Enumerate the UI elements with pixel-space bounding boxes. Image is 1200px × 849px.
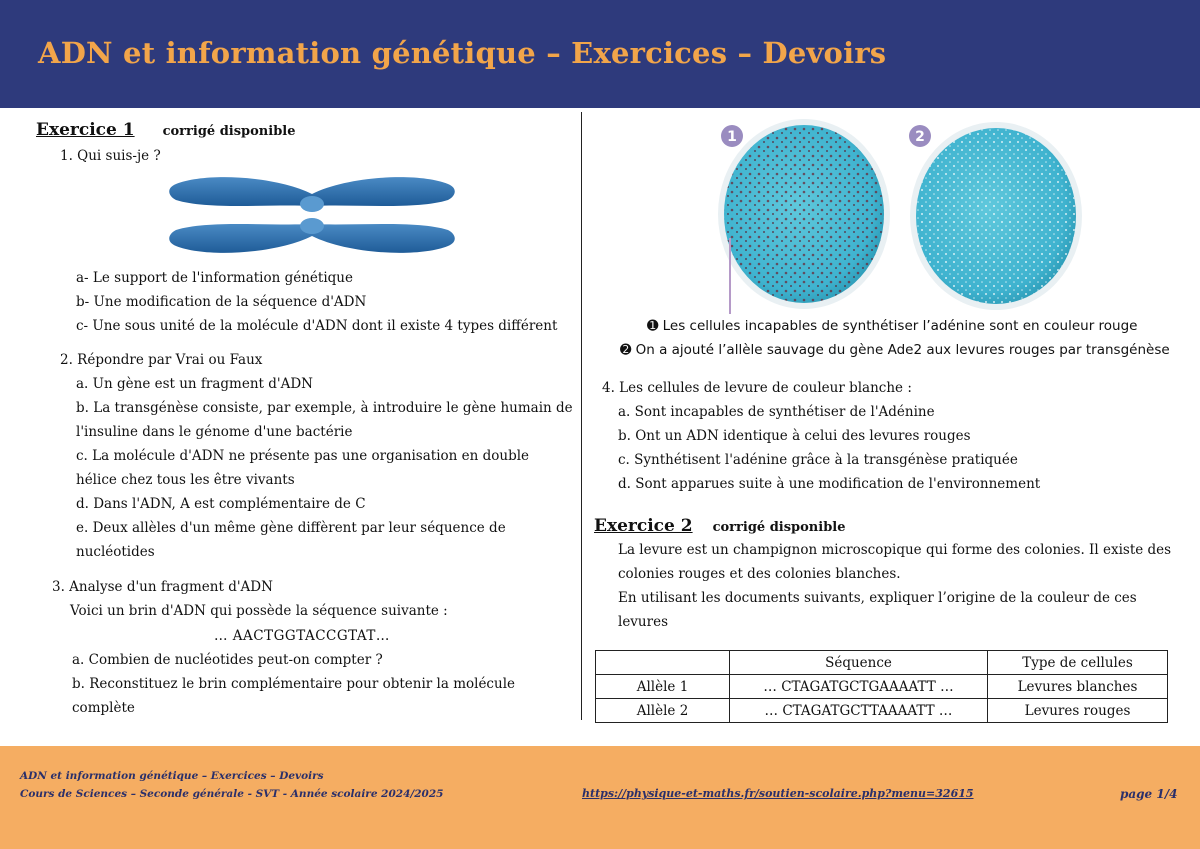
- table-cell: Levures rouges: [988, 699, 1168, 723]
- exercise2-line: En utilisant les documents suivants, expliquer l’origine de la couleur de ces: [618, 590, 1137, 606]
- q4-label: 4. Les cellules de levure de couleur blanche :: [602, 380, 912, 396]
- footer-course: Cours de Sciences – Seconde générale - SVT - Année scolaire 2024/2025: [20, 788, 444, 800]
- q3-intro: Voici un brin d'ADN qui possède la séquence suivante :: [70, 603, 448, 619]
- q2-item-d: d. Dans l'ADN, A est complémentaire de C: [76, 496, 366, 512]
- q4-option-b: b. Ont un ADN identique à celui des levures rouges: [618, 428, 971, 444]
- table-header-cell: [596, 651, 730, 675]
- table-cell: Levures blanches: [988, 675, 1168, 699]
- q2-item-b-line2: l'insuline dans le génome d'une bactérie: [76, 424, 353, 440]
- page-title: ADN et information génétique – Exercices – Devoirs: [38, 36, 887, 70]
- q3-items: [72, 648, 572, 720]
- table-header-cell: Séquence: [730, 651, 988, 675]
- column-divider: [581, 112, 582, 720]
- table-row: [596, 675, 1168, 699]
- footer-link[interactable]: https://physique-et-maths.fr/soutien-scolaire.php?menu=32615: [582, 787, 974, 800]
- table-row: [596, 699, 1168, 723]
- exercise2-heading: [594, 514, 846, 540]
- exercise1-heading: [36, 118, 576, 144]
- caption-2-text: On a ajouté l’allèle sauvage du gène Ade2 aux levures rouges par transgénèse: [635, 342, 1170, 358]
- q3-label: 3. Analyse d'un fragment d'ADN: [52, 579, 273, 595]
- page-footer: [0, 746, 1200, 849]
- q2-item-a: a. Un gène est un fragment d'ADN: [76, 376, 313, 392]
- q3-item-b-line2: complète: [72, 700, 135, 716]
- figure-caption-1: [647, 318, 1137, 334]
- table-cell: Allèle 1: [596, 675, 730, 699]
- q2-label: 2. Répondre par Vrai ou Faux: [60, 352, 263, 368]
- q4-option-a: a. Sont incapables de synthétiser de l'Adénine: [618, 404, 935, 420]
- q2-item-e-line2: nucléotides: [76, 544, 155, 560]
- exercise2-tag: corrigé disponible: [712, 520, 846, 535]
- q2-item-e-line1: e. Deux allèles d'un même gène diffèrent par leur séquence de: [76, 520, 506, 536]
- q2-item-c-line2: hélice chez tous les être vivants: [76, 472, 295, 488]
- q4-option-c: c. Synthétisent l'adénine grâce à la transgénèse pratiquée: [618, 452, 1018, 468]
- exercise2-title: Exercice 2: [594, 516, 693, 536]
- table-cell: … CTAGATGCTGAAAATT …: [730, 675, 988, 699]
- q1-option-a: a- Le support de l'information génétique: [76, 270, 353, 286]
- chromosome-illustration: [166, 170, 458, 260]
- exercise2-line: colonies rouges et des colonies blanches.: [618, 566, 901, 582]
- table-cell: … CTAGATGCTTAAAATT …: [730, 699, 988, 723]
- petri-dishes-photo: [712, 108, 1082, 314]
- footer-title: ADN et information génétique – Exercices – Devoirs: [20, 770, 324, 782]
- exercise2-line: levures: [618, 614, 668, 630]
- caption-num-1: ➊: [647, 318, 659, 334]
- q2-items: [76, 372, 576, 564]
- q2-item-b-line1: b. La transgénèse consiste, par exemple, à introduire le gène humain de: [76, 400, 573, 416]
- q4-options: [618, 400, 1040, 496]
- q1-option-b: b- Une modification de la séquence d'ADN: [76, 294, 367, 310]
- exercise2-line: La levure est un champignon microscopique qui forme des colonies. Il existe des: [618, 542, 1172, 558]
- q1-option-c: c- Une sous unité de la molécule d'ADN dont il existe 4 types différent: [76, 318, 558, 334]
- figure-caption-2: [620, 342, 1170, 358]
- q3-item-a: a. Combien de nucléotides peut-on compter ?: [72, 652, 383, 668]
- q3-item-b-line1: b. Reconstituez le brin complémentaire pour obtenir la molécule: [72, 676, 515, 692]
- caption-1-text: Les cellules incapables de synthétiser l’adénine sont en couleur rouge: [662, 318, 1138, 334]
- badge-2-label: 2: [915, 129, 925, 145]
- page-number: page 1/4: [1120, 787, 1178, 801]
- q1-label: 1. Qui suis-je ?: [60, 148, 161, 164]
- table-header-row: [596, 651, 1168, 675]
- q2-item-c-line1: c. La molécule d'ADN ne présente pas une organisation en double: [76, 448, 530, 464]
- caption-num-2: ➋: [620, 342, 632, 358]
- allele-table: [595, 650, 1168, 723]
- q4-option-d: d. Sont apparues suite à une modification de l'environnement: [618, 476, 1041, 492]
- table-header-cell: Type de cellules: [988, 651, 1168, 675]
- exercise1-tag: corrigé disponible: [162, 124, 296, 139]
- exercise2-text: [618, 538, 1188, 634]
- badge-1-label: 1: [727, 129, 737, 145]
- q3-sequence: … AACTGGTACCGTAT…: [214, 628, 390, 644]
- table-cell: Allèle 2: [596, 699, 730, 723]
- exercise1-title: Exercice 1: [36, 120, 135, 140]
- q1-options: [76, 266, 557, 338]
- page-header: [0, 0, 1200, 108]
